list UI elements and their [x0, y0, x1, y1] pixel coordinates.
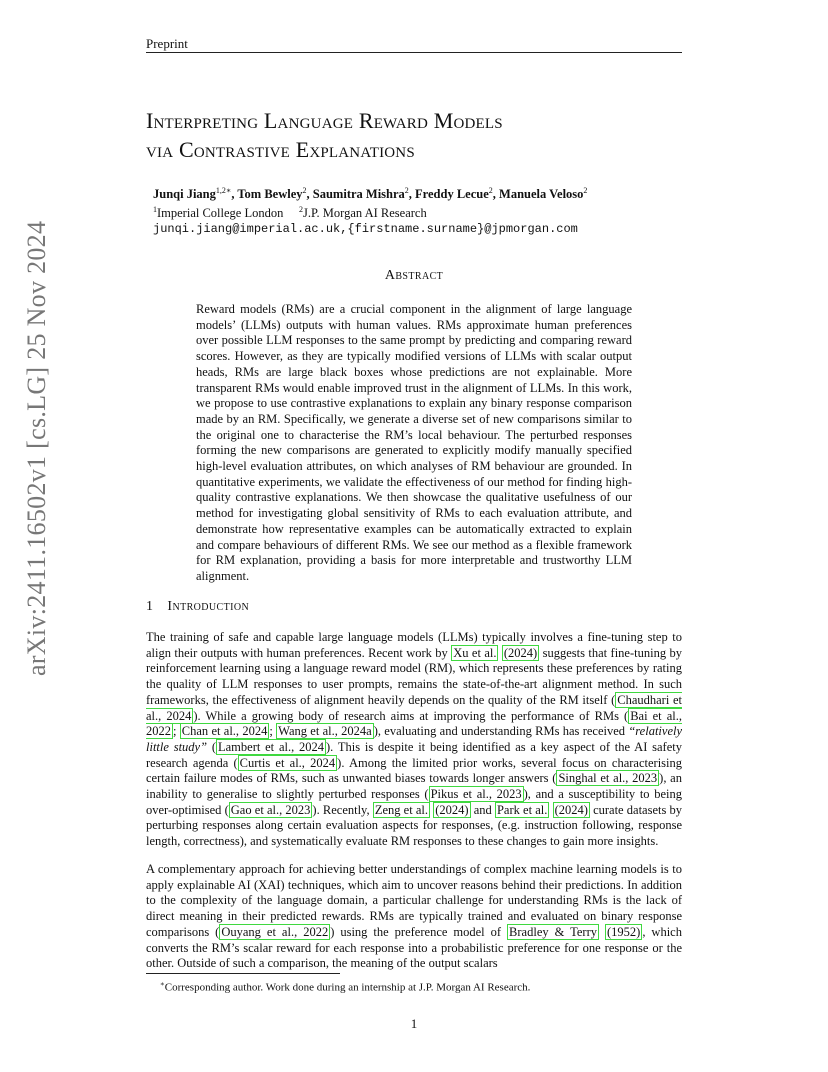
text-run: ;	[173, 724, 180, 739]
quoted-phrase: “relatively little study”	[146, 724, 683, 754]
author-name: Junqi Jiang	[153, 187, 216, 202]
author-sup: 2	[583, 186, 588, 195]
affiliations	[153, 202, 683, 221]
footnote-mark: ∗	[160, 980, 165, 988]
citation-link[interactable]: Lambert et al., 2024	[218, 739, 325, 754]
citation-link[interactable]: Gao et al., 2023	[230, 802, 311, 817]
citation-link[interactable]: Park et al.	[496, 802, 548, 817]
citation-link[interactable]: (2024)	[503, 645, 538, 660]
affiliation: J.P. Morgan AI Research	[302, 206, 427, 221]
author-sup: 2	[404, 186, 409, 195]
header-rule	[146, 52, 682, 53]
arxiv-stamp: arXiv:2411.16502v1 [cs.LG] 25 Nov 2024	[22, 220, 51, 676]
citation-link[interactable]: Bradley & Terry	[509, 924, 597, 939]
intro-paragraph-1	[146, 630, 682, 850]
citation-link[interactable]: (1952)	[606, 924, 641, 939]
footnote-rule	[146, 973, 340, 974]
citation-link[interactable]: (2024)	[435, 802, 469, 817]
author-sup: 1,2∗	[215, 186, 232, 195]
text-run: The training of safe and capable large language models (LLMs) typically involves a fine-tuning step to align their outputs with human preferences. Recent work by	[146, 630, 682, 660]
section-number: 1	[146, 599, 154, 614]
text-run: ), evaluating and understanding RMs has received	[373, 724, 629, 739]
author-emails: junqi.jiang@imperial.ac.uk,{firstname.surname}@jpmorgan.com	[153, 222, 578, 237]
citation-link[interactable]: (2024)	[554, 802, 588, 817]
text-run: ), and a susceptibility to being over-optimised (	[146, 787, 682, 817]
page-number: 1	[410, 1016, 418, 1031]
citation-link[interactable]: Bai et al., 2022	[146, 708, 682, 739]
footnote-text: Corresponding author. Work done during an internship at J.P. Morgan AI Research.	[164, 981, 531, 994]
text-run: ). Recently,	[312, 802, 373, 817]
author-name: Saumitra Mishra	[312, 187, 405, 202]
text-run: suggests that fine-tuning by reinforcement learning using a language reward model (RM), which represents these preferences by rating the quality of LLM responses to user prompts, remains the state-of-the-art alignment method. In such frameworks, the effectiveness of alignment heavily depends on the quality of the RM itself (	[146, 645, 682, 707]
abstract-body: Reward models (RMs) are a crucial component in the alignment of large language models’ (LLMs) outputs with human values. RMs approximate human preferences over possible LLM responses to the same prompt by predicting and comparing reward scores. However, as they are typically modified versions of LLMs with scalar output heads, RMs are large black boxes whose predictions are not explainable. More transparent RMs would enable improved trust in the alignment of LLMs. In this work, we propose to use contrastive explanations to explain any binary response comparison made by an RM. Specifically, we generate a diverse set of new comparisons similar to the original one to characterise the RM’s local behaviour. The perturbed responses forming the new comparisons are generated to explicitly modify manually specified high-level evaluation attributes, on which analyses of RM behaviour are grounded. In quantitative experiments, we validate the effectiveness of our method for finding high-quality contrastive explanations. We then showcase the qualitative usefulness of our method for investigating global sensitivity of RMs to each evaluation attribute, and demonstrate how representative examples can be automatically extracted to explain and compare behaviours of different RMs. We see our method as a flexible framework for RM explanation, providing a basis for more interpretable and trustworthy LLM alignment.	[196, 302, 632, 583]
text-run: ). This is despite it being identified as a key aspect of the AI safety research agenda (	[146, 739, 682, 770]
author-name: Tom Bewley	[237, 187, 303, 202]
citation-link[interactable]: Xu et al.	[453, 645, 497, 660]
title-line-2: via Contrastive Explanations	[146, 137, 415, 162]
affiliation-sup: 2	[298, 205, 303, 215]
author-sup: 2	[488, 186, 493, 195]
abstract-heading: Abstract	[384, 268, 444, 283]
author-name: Freddy Lecue	[415, 187, 489, 202]
text-run: ), an inability to generalise to slightly perturbed responses (	[146, 771, 682, 802]
citation-link[interactable]: Pikus et al., 2023	[430, 787, 522, 802]
citation-link[interactable]: Zeng et al.	[374, 802, 429, 817]
text-run: ) using the preference model of	[330, 924, 508, 939]
citation-link[interactable]: Ouyang et al., 2022	[221, 924, 329, 939]
author-name: Manuela Veloso	[499, 187, 584, 202]
citation-link[interactable]: Curtis et al., 2024	[239, 755, 336, 770]
intro-paragraph-2	[146, 862, 682, 972]
text-run: and	[470, 802, 495, 817]
citation-link[interactable]: Chaudhari et al., 2024	[146, 692, 682, 723]
footnote	[160, 977, 680, 995]
text-run: curate datasets by perturbing responses along certain evaluation aspects for responses, (e.g. instruction following, response length, correctness), and systematically evaluate RM responses to these changes to gain more insights.	[146, 802, 683, 849]
text-run: , which converts the RM’s scalar reward for each response into a probabilistic preference for one response or the other. Outside of such a comparison, the meaning of the output scalars	[146, 924, 682, 971]
author-block	[153, 183, 683, 237]
text-run: ). While a growing body of research aims at improving the performance of RMs (	[193, 708, 629, 723]
citation-link[interactable]: Chan et al., 2024	[181, 724, 268, 739]
author-names: Junqi Jiang$^{1,2∗}$, Tom Bewley$^2$, Saumitra Mishra$^2$, Freddy Lecue$^2$, Manuela Veloso$^2$	[153, 186, 588, 202]
paper-title	[146, 106, 686, 164]
text-run: ). Among the limited prior works, several focus on characterising certain failure modes of RMs, such as unwanted biases towards longer answers (	[146, 755, 682, 786]
text-run: (	[207, 739, 216, 754]
author-sup: 2	[302, 186, 307, 195]
citation-link[interactable]: Wang et al., 2024a	[278, 724, 372, 739]
title-line-1: Interpreting Language Reward Models	[146, 108, 503, 133]
section-heading-introduction	[146, 599, 249, 615]
affiliation: Imperial College London	[157, 206, 284, 221]
text-run: ;	[269, 724, 277, 739]
affiliation-sup: 1	[153, 205, 157, 215]
running-header: Preprint	[146, 36, 188, 51]
section-title: Introduction	[167, 599, 250, 614]
text-run: A complementary approach for achieving better understandings of complex machine learning models is to apply explainable AI (XAI) techniques, which aim to uncover reasons behind their predictions. In addition to the complexity of the language domain, a particular challenge for understanding RMs is the lack of direct meaning in their predicted rewards. RMs are typically trained and evaluated on binary response comparisons (	[146, 862, 682, 939]
citation-link[interactable]: Singhal et al., 2023	[558, 771, 658, 786]
